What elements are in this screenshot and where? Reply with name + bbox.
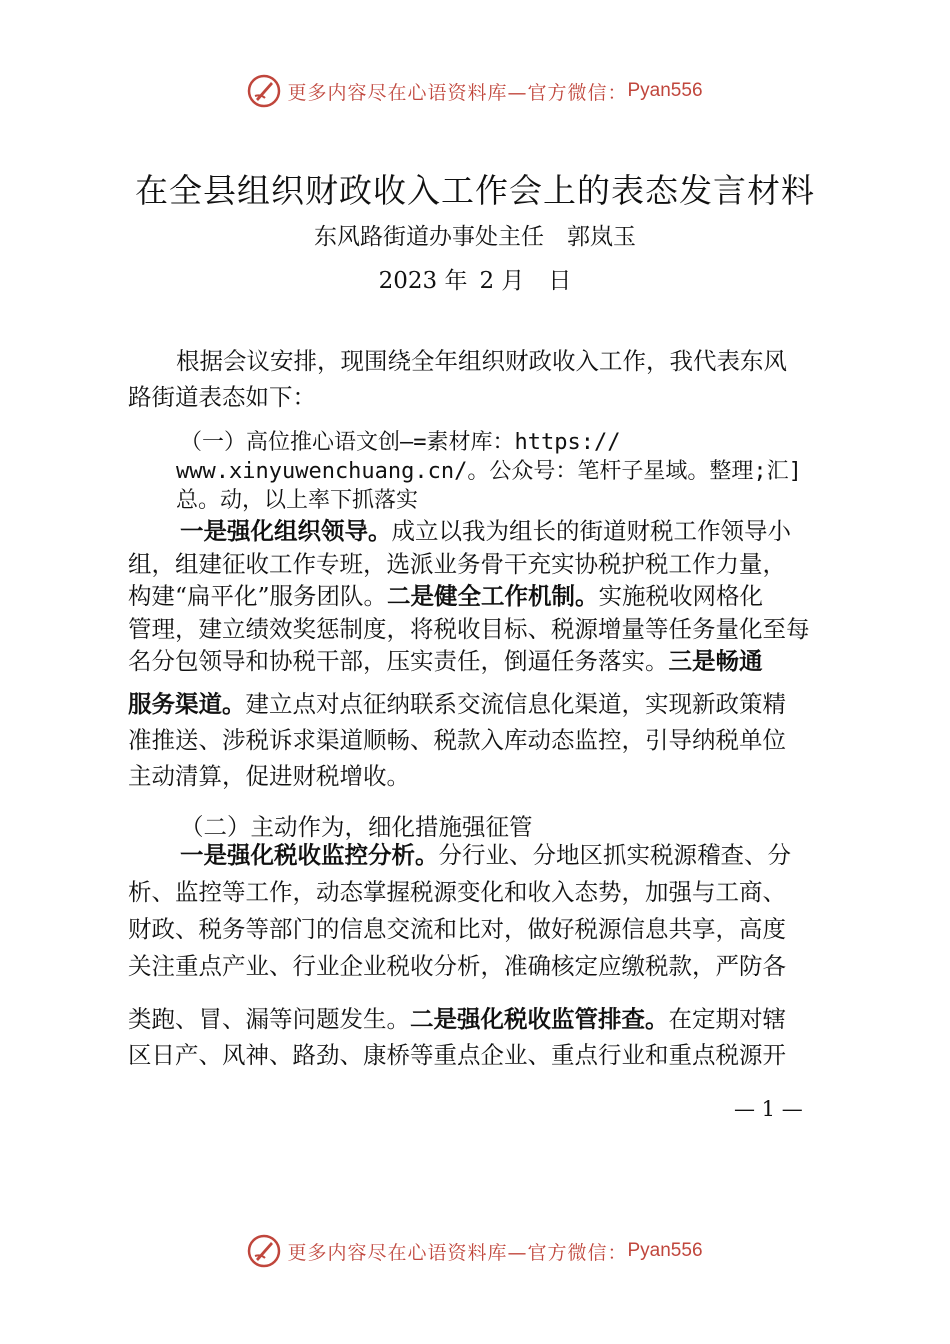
page-number: — 1 — xyxy=(734,1097,803,1121)
banner-wechat-id: Pyan556 xyxy=(627,1240,703,1261)
section-2-continued xyxy=(128,1001,844,1073)
date-year: 2023 年 xyxy=(378,268,468,294)
section-heading-1 xyxy=(176,428,844,515)
bold-point: 服务渠道。 xyxy=(128,690,246,718)
text-line: 准推送、涉税诉求渠道顺畅、税款入库动态监控，引导纳税单位 xyxy=(128,726,786,754)
bold-point: 二是健全工作机制。 xyxy=(387,582,599,610)
section-2-paragraph xyxy=(128,837,844,985)
date-day: 日 xyxy=(548,268,572,294)
bold-point: 三是畅通 xyxy=(668,647,763,675)
heading-line: www.xinyuwenchuang.cn/。公众号：笔杆子星域。整理;汇] xyxy=(176,459,802,484)
heading-line: 总。动，以上率下抓落实 xyxy=(176,488,419,513)
banner-wechat-id: Pyan556 xyxy=(627,80,703,101)
text-run: 建立点对点征纳联系交流信息化渠道，实现新政策精 xyxy=(245,690,786,718)
bold-point: 二是强化税收监管排查。 xyxy=(410,1005,669,1033)
heading-line: （一）高位推心语文创—=素材库：https:// xyxy=(180,430,621,455)
text-line: 区日产、风神、路劲、康桥等重点企业、重点行业和重点税源开 xyxy=(128,1041,786,1069)
watermark-banner-top xyxy=(0,74,950,108)
document-date xyxy=(0,262,950,295)
intro-line: 根据会议安排，现围绕全年组织财政收入工作，我代表东风 xyxy=(176,347,787,375)
text-run: 分行业、分地区抓实税源稽查、分 xyxy=(438,841,791,869)
text-line: 组，组建征收工作专班，选派业务骨干充实协税护税工作力量， xyxy=(128,549,786,578)
date-month: 2 月 xyxy=(479,268,525,294)
text-line: 主动清算，促进财税增收。 xyxy=(128,762,410,790)
document-author: 东风路街道办事处主任 郭岚玉 xyxy=(314,224,636,250)
section-1-paragraph xyxy=(128,515,844,678)
quill-pen-logo-icon xyxy=(247,1234,281,1268)
banner-text: 更多内容尽在心语资料库—官方微信： xyxy=(287,81,628,104)
bold-point: 一是强化组织领导。 xyxy=(180,517,392,545)
text-run: 类跑、冒、漏等问题发生。 xyxy=(128,1005,410,1033)
text-run: 在定期对辖 xyxy=(668,1005,786,1033)
text-line: 财政、税务等部门的信息交流和比对，做好税源信息共享，高度 xyxy=(128,915,786,943)
text-line: 管理，建立绩效奖惩制度，将税收目标、税源增量等任务量化至每 xyxy=(128,614,810,643)
bold-point: 一是强化税收监控分析。 xyxy=(180,841,439,869)
quill-pen-logo-icon xyxy=(247,74,281,108)
section-heading-2: （二）主动作为，细化措施强征管 xyxy=(180,813,533,841)
document-title: 在全县组织财政收入工作会上的表态发言材料 xyxy=(135,171,815,210)
banner-text: 更多内容尽在心语资料库—官方微信： xyxy=(287,1241,628,1264)
text-run: 实施税收网格化 xyxy=(598,582,764,610)
intro-paragraph xyxy=(128,343,844,415)
text-run: 成立以我为组长的街道财税工作领导小 xyxy=(391,517,791,545)
text-run: 构建“扁平化”服务团队。 xyxy=(128,582,388,610)
intro-line: 路街道表态如下： xyxy=(128,383,316,411)
section-1-continued xyxy=(128,686,844,794)
text-run: 名分包领导和协税干部，压实责任，倒逼任务落实。 xyxy=(128,647,669,675)
watermark-banner-bottom xyxy=(0,1234,950,1268)
text-line: 关注重点产业、行业企业税收分析，准确核定应缴税款，严防各 xyxy=(128,952,786,980)
text-line: 析、监控等工作，动态掌握税源变化和收入态势，加强与工商、 xyxy=(128,878,786,906)
